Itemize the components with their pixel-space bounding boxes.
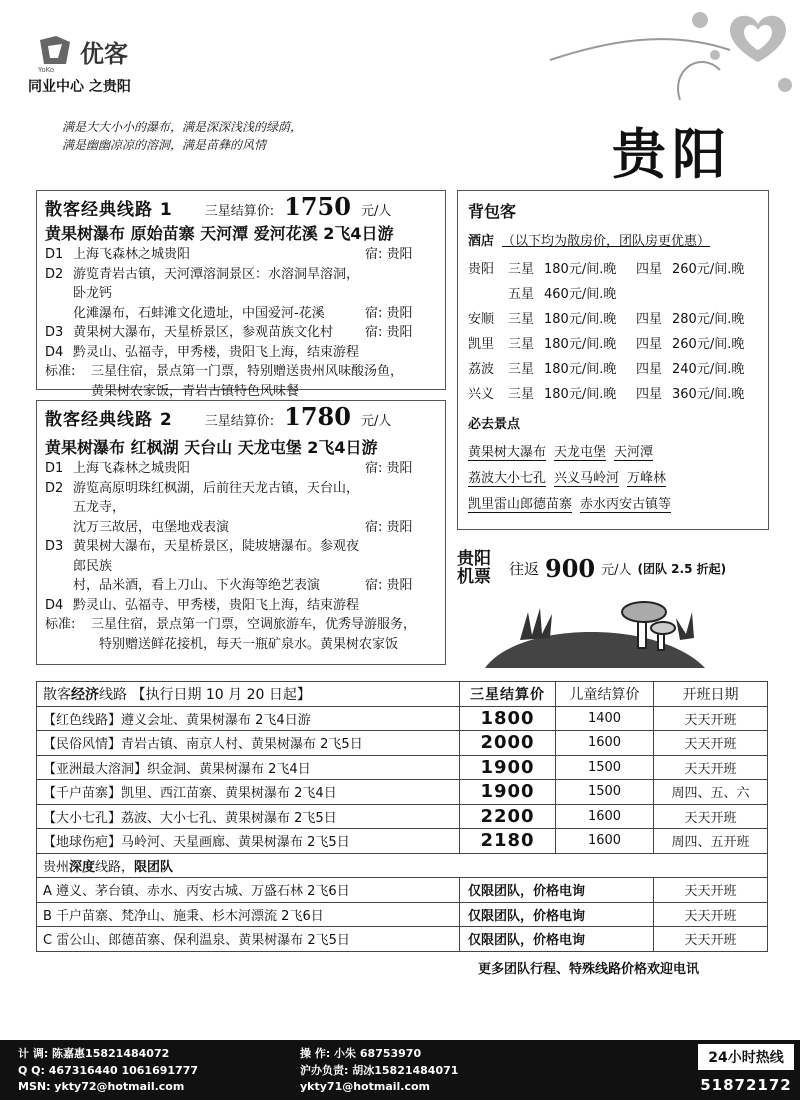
table-row: 【红色线路】遵义会址、黄果树瀑布 2飞4日游 1800 1400 天天开班: [37, 706, 768, 731]
col-header-price: 三星结算价: [460, 682, 556, 707]
contact-line: ykty71@hotmail.com: [300, 1080, 431, 1093]
sights-title: 必去景点: [468, 417, 521, 432]
header-subtitle: 同业中心 之贵阳: [28, 79, 131, 95]
heart-swirl-decoration-icon: [530, 0, 800, 110]
standard-row: 标准: 三星住宿，景点第一门票，特别赠送贵州风味酸汤鱼，: [45, 364, 404, 379]
hotel-row: 贵阳 三星 180元/间.晚 四星 260元/间.晚: [468, 262, 745, 277]
sights-line: [468, 464, 758, 490]
day-row: D1 上海飞森林之城贵阳 宿: 贵阳: [45, 247, 413, 262]
sight-link: 凯里雷山郎德苗寨: [468, 493, 572, 513]
sight-link: 兴义马岭河: [554, 467, 619, 487]
city-title: 贵阳: [612, 123, 732, 186]
col-header-date: 开班日期: [654, 682, 768, 707]
section-row: 贵州深度线路，限团队: [37, 853, 768, 878]
day-row: D3 黄果树大瀑布，天星桥景区，参观苗族文化村 宿: 贵阳: [45, 325, 413, 340]
hotline: [698, 1044, 794, 1094]
yoko-logo-icon: [36, 34, 74, 68]
standard-row: 黄果树农家饭，青岩古镇特色风味餐: [91, 383, 300, 399]
hotel-row: 五星 460元/间.晚: [508, 287, 617, 302]
route-1-box: [36, 190, 446, 399]
sight-link: 天河潭: [614, 441, 653, 461]
hotel-row: 安顺 三星 180元/间.晚 四星 280元/间.晚: [468, 312, 745, 327]
ticket-title: 贵阳机票: [457, 549, 491, 587]
slogan-line: 满是幽幽凉凉的溶洞，满是苗彝的风情: [62, 138, 267, 152]
table-row: 【大小七孔】荔波、大小七孔、黄果树瀑布 2飞5日 2200 1600 天天开班: [37, 804, 768, 829]
mushroom-hill-illustration-icon: [480, 590, 710, 670]
table-header-row: [37, 682, 768, 707]
day-row: 化滩瀑布，石蚌滩文化遗址，中国爱河-花溪 宿: 贵阳: [73, 305, 413, 321]
sight-link: 荔波大小七孔: [468, 467, 546, 487]
route-price: 1750: [284, 192, 351, 221]
route-subtitle: 黄果树瀑布 原始苗寨 天河潭 爱河花溪 2飞4日游: [45, 223, 394, 243]
hotel-label: 酒店: [468, 234, 495, 249]
route-subtitle: 黄果树瀑布 红枫湖 天台山 天龙屯堡 2飞4日游: [45, 437, 378, 457]
ticket-label: 往返: [509, 559, 540, 578]
route-name: 散客经典线路 1: [45, 200, 173, 220]
group-row: A 遵义、茅台镇、赤水、丙安古城、万盛石林 2飞6日 仅限团队，价格电询 天天开班: [37, 878, 768, 903]
sights-line: [468, 490, 758, 516]
air-ticket: [457, 550, 726, 586]
routes-table: [36, 681, 768, 952]
backpacker-title: 背包客: [468, 202, 517, 221]
price-label: 三星结算价:: [204, 204, 275, 219]
ticket-note: (团队 2.5 折起): [637, 561, 727, 576]
hotel-row: 凯里 三星 180元/间.晚 四星 260元/间.晚: [468, 337, 745, 352]
table-row: 【千户苗寨】凯里、西江苗寨、黄果树瀑布 2飞4日 1900 1500 周四、五、六: [37, 780, 768, 805]
route-2-box: [36, 400, 446, 665]
table-title-cell: 散客经济线路 【执行日期 10 月 20 日起】: [37, 682, 460, 707]
hotline-title: 24小时热线: [698, 1044, 794, 1070]
hotel-row: 兴义 三星 180元/间.晚 四星 360元/间.晚: [468, 387, 745, 402]
hotel-row: 荔波 三星 180元/间.晚 四星 240元/间.晚: [468, 362, 745, 377]
route-price: 1780: [284, 402, 351, 431]
sight-link: 万峰林: [627, 467, 666, 487]
standard-row: 标准: 三星住宿，景点第一门票，空调旅游车，优秀导游服务，: [45, 617, 417, 632]
day-row: D1 上海飞森林之城贵阳 宿: 贵阳: [45, 461, 413, 476]
backpacker-panel: [457, 190, 769, 530]
route-name: 散客经典线路 2: [45, 410, 173, 430]
contact-line: MSN: ykty72@hotmail.com: [18, 1080, 185, 1093]
group-row: B 千户苗寨、梵净山、施秉、杉木河漂流 2飞6日 仅限团队，价格电询 天天开班: [37, 902, 768, 927]
footer: [0, 1040, 800, 1100]
table-row: 【亚洲最大溶洞】织金洞、黄果树瀑布 2飞4日 1900 1500 天天开班: [37, 755, 768, 780]
day-row: 村，品米酒，看上刀山、下火海等绝艺表演 宿: 贵阳: [73, 578, 413, 593]
contact-line: 沪办负责: 胡冰15821484071: [300, 1063, 459, 1077]
slogan: [62, 118, 302, 154]
sight-link: 天龙屯堡: [554, 441, 606, 461]
day-row: D2 游览高原明珠红枫湖，后前往天龙古镇，天台山，五龙寺，: [45, 480, 360, 515]
col-header-child: 儿童结算价: [556, 682, 654, 707]
footer-contacts-right: [300, 1046, 458, 1096]
footer-contacts-left: [18, 1046, 198, 1096]
contact-line: 操 作: 小朱 68753970: [300, 1047, 422, 1060]
day-row: D2 游览青岩古镇，天河潭溶洞景区：水溶洞旱溶洞，卧龙钙: [45, 266, 360, 301]
price-unit: 元/人: [360, 414, 392, 429]
logo: [28, 30, 148, 100]
group-row: C 雷公山、郎德苗寨、保利温泉、黄果树瀑布 2飞5日 仅限团队，价格电询 天天开班: [37, 927, 768, 952]
table-row: 【地球伤疤】马岭河、天星画廊、黄果树瀑布 2飞5日 2180 1600 周四、五开班: [37, 829, 768, 854]
day-row: D4 黔灵山、弘福寺、甲秀楼，贵阳飞上海，结束游程: [45, 597, 360, 613]
more-info-note: 更多团队行程、特殊线路价格欢迎电讯: [478, 962, 700, 977]
logo-small-text: YoKo: [38, 66, 55, 74]
logo-text: 优客: [80, 40, 128, 68]
contact-line: Q Q: 467316440 1061691777: [18, 1063, 199, 1077]
hotel-note: （以下均为散房价，团队房更优惠）: [502, 234, 711, 249]
sight-link: 赤水丙安古镇等: [580, 493, 671, 513]
table-row: 【民俗风情】青岩古镇、南京人村、黄果树瀑布 2飞5日 2000 1600 天天开班: [37, 731, 768, 756]
day-row: D4 黔灵山、弘福寺，甲秀楼，贵阳飞上海，结束游程: [45, 344, 360, 360]
sight-link: 黄果树大瀑布: [468, 441, 546, 461]
standard-row: 特别赠送鲜花接机，每天一瓶矿泉水。黄果树农家饭: [99, 636, 399, 652]
sights-line: [468, 438, 758, 464]
day-row: 沈万三故居，屯堡地戏表演 宿: 贵阳: [73, 519, 413, 535]
day-row: D3 黄果树大瀑布，天星桥景区，陡坡塘瀑布。参观夜郎民族: [45, 539, 360, 574]
ticket-price: 900: [545, 553, 596, 583]
slogan-line: 满是大大小小的瀑布，满是深深浅浅的绿荫，: [62, 120, 303, 134]
hotline-number: 51872172: [700, 1076, 792, 1094]
contact-line: 计 调: 陈嘉惠15821484072: [18, 1047, 170, 1060]
ticket-unit: 元/人: [601, 562, 632, 578]
price-label: 三星结算价:: [204, 414, 275, 429]
price-unit: 元/人: [360, 204, 392, 219]
